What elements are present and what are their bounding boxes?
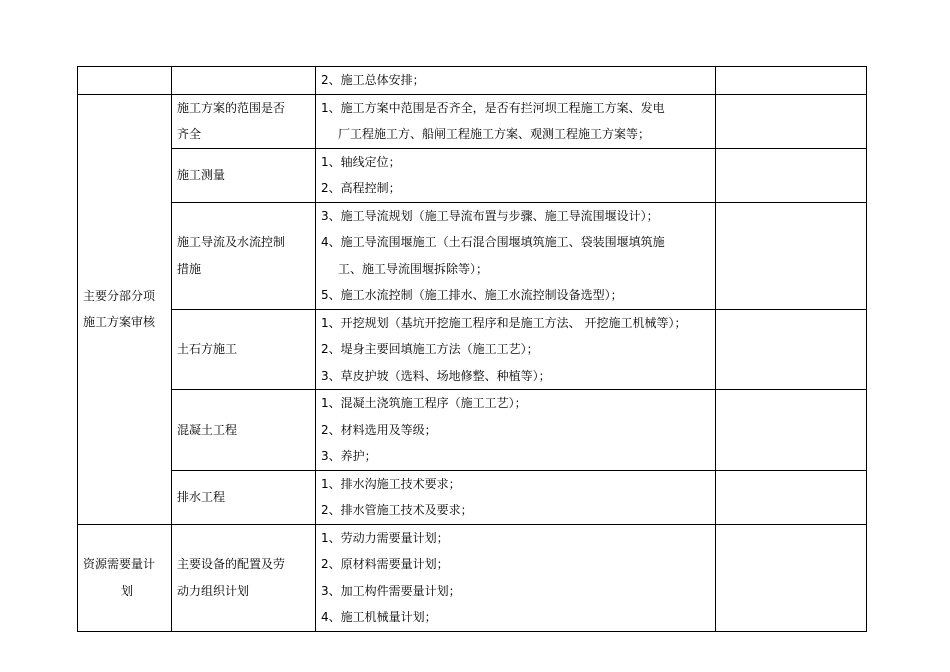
category-cell — [78, 67, 172, 95]
list-item: 3、加工构件需要量计划； — [321, 583, 461, 598]
table-row — [78, 148, 867, 202]
table-row — [78, 94, 867, 148]
list-item: 3、养护； — [321, 449, 377, 463]
items-cell — [316, 94, 716, 148]
remarks-cell — [716, 148, 867, 202]
subitem-label-line: 施工方案的范围是否 — [177, 100, 286, 115]
remarks-cell — [716, 390, 867, 471]
list-item: 1、施工方案中范围是否齐全，是否有拦河坝工程施工方案、发电 — [321, 100, 665, 115]
list-item: 厂工程施工方、船闸工程施工方案、观测工程施工方案等； — [338, 127, 651, 141]
list-item: 2、堤身主要回填施工方法（施工工艺）； — [321, 342, 539, 356]
list-item: 1、劳动力需要量计划； — [321, 530, 449, 545]
list-item: 4、施工机械量计划； — [321, 610, 437, 624]
table-row — [78, 202, 867, 309]
subitem-cell — [172, 94, 316, 148]
items-cell — [316, 470, 716, 524]
subitem-label-line: 主要设备的配置及劳 — [177, 557, 286, 571]
subitem-cell — [172, 390, 316, 471]
list-item: 2、高程控制； — [321, 181, 401, 195]
table-row — [78, 309, 867, 390]
remarks-cell — [716, 309, 867, 390]
items-cell — [316, 309, 716, 390]
category-label-line: 主要分部分项 — [83, 288, 156, 303]
list-item: 1、排水沟施工技术要求； — [321, 476, 461, 491]
list-item: 2、施工总体安排； — [321, 73, 425, 87]
remarks-cell — [716, 67, 867, 95]
subitem-label-line: 排水工程 — [177, 489, 226, 504]
list-item: 1、轴线定位； — [321, 154, 401, 169]
review-table — [77, 66, 867, 632]
remarks-cell — [716, 94, 867, 148]
subitem-cell — [172, 524, 316, 631]
list-item: 2、原材料需要量计划； — [321, 557, 449, 571]
list-item: 4、施工导流围堰施工（土石混合围堰填筑施工、袋装围堰填筑施 — [321, 235, 665, 249]
subitem-label-line: 混凝土工程 — [177, 422, 238, 437]
list-item: 1、开挖规划（基坑开挖施工程序和是施工方法、 开挖施工机械等）； — [321, 315, 687, 330]
subitem-label-line: 措施 — [177, 261, 202, 276]
subitem-cell — [172, 309, 316, 390]
list-item: 3、施工导流规划（施工导流布置与步骤、施工导流围堰设计）； — [321, 208, 659, 223]
subitem-label-line: 动力组织计划 — [177, 583, 250, 598]
table-row — [78, 524, 867, 631]
category-label-line: 施工方案审核 — [83, 315, 156, 329]
table-row — [78, 67, 867, 95]
subitem-label-line: 齐全 — [177, 127, 202, 141]
category-label-line: 划 — [120, 583, 133, 598]
category-cell — [78, 524, 172, 631]
subitem-cell — [172, 67, 316, 95]
remarks-cell — [716, 202, 867, 309]
items-cell — [316, 67, 716, 95]
list-item: 工、施工导流围堰拆除等）； — [338, 261, 489, 276]
category-cell — [78, 94, 172, 524]
subitem-label-line: 施工导流及水流控制 — [177, 235, 286, 249]
list-item: 2、材料选用及等级； — [321, 422, 437, 437]
remarks-cell — [716, 470, 867, 524]
list-item: 2、排水管施工技术及要求； — [321, 503, 473, 517]
category-label-line: 资源需要量计 — [83, 557, 156, 571]
table-row — [78, 470, 867, 524]
list-item: 1、混凝土浇筑施工程序（施工工艺）； — [321, 396, 527, 410]
subitem-cell — [172, 470, 316, 524]
items-cell — [316, 390, 716, 471]
items-cell — [316, 524, 716, 631]
list-item: 5、施工水流控制（施工排水、施工水流控制设备选型）； — [321, 288, 623, 302]
list-item: 3、草皮护坡（选料、场地修整、种植等）； — [321, 368, 551, 383]
items-cell — [316, 148, 716, 202]
table-row — [78, 390, 867, 471]
items-cell — [316, 202, 716, 309]
subitem-cell — [172, 148, 316, 202]
subitem-label-line: 施工测量 — [177, 167, 226, 182]
subitem-label-line: 土石方施工 — [177, 342, 238, 356]
remarks-cell — [716, 524, 867, 631]
subitem-cell — [172, 202, 316, 309]
